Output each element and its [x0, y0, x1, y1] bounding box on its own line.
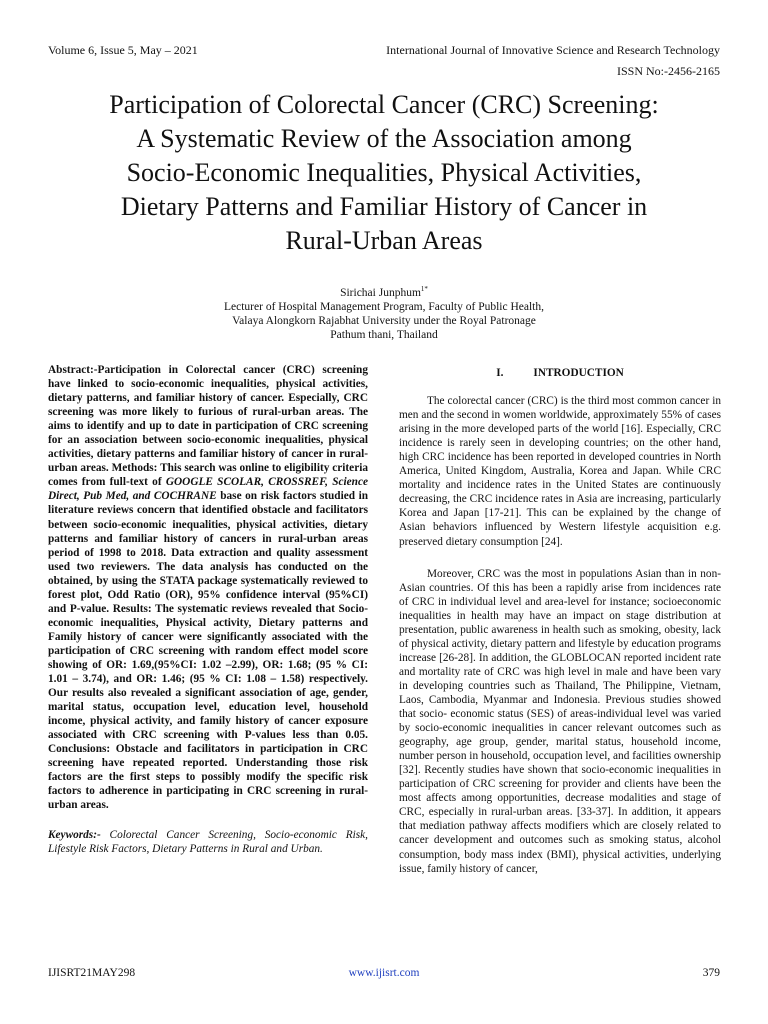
database-list: GOOGLE SCOLAR, CROSSREF, Science Direct, Pub Med, and COCHRANE — [48, 476, 368, 503]
section-title: INTRODUCTION — [533, 367, 624, 379]
affiliation-line: Lecturer of Hospital Management Program, Faculty of Public Health, — [224, 300, 544, 313]
title-line: A Systematic Review of the Association among — [136, 124, 632, 153]
affiliation-line: Valaya Alongkorn Rajabhat University under the Royal Patronage — [232, 314, 536, 327]
intro-paragraph: The colorectal cancer (CRC) is the third most common cancer in men and the second in women worldwide, approximately 55% of cases arising in the more developed parts of the world [16]. Especially, CRC incidence is rarely seen in developing countries; on the other hand, high CRC incidence has been reported in developed countries in North America, United Kingdom, Australia, Korea and Japan. While CRC mortality and incidence rates in the United States are continuously decreasing, the CRC incidence rates in Asia are increasing, particularly Korea and Japan [17-21]. This can be explained by the change of Asian behaviors influenced by Western lifestyle acquisition e.g. preserved dietary consumption [24]. — [399, 395, 721, 548]
title-line: Participation of Colorectal Cancer (CRC) Screening: — [109, 90, 659, 119]
intro-paragraph: Moreover, CRC was the most in populations Asian than in non-Asian countries. Of this has been a rapidly arise from incidences rate of CRC in individual level and area-level for instance; socioeconomic inequalities in health may have an impact on stage distribution at presentation, public awareness in health such as smoking, obesity, lack of physical activity, dietary pattern and lifestyle by education programs increase [26-28]. In addition, the GLOBLOCAN reported incident rate and mortality rate of CRC was high level in male and have been vary in developing countries such as Thailand, The Philippine, Vietnam, Laos, Cambodia, Myanmar and Indonesia. Previous studies showed that socio- economic status (SES) of areas-individual level was varied by socio-economic inequalities in cancer relevant outcomes such as geography, age group, gender, marital status, household income, number person in household, occupation level, and facilities ownership [32]. Recently studies have shown that socio-economic inequalities in participation of CRC screening for provider and clients have been the most affects among opportunities, decrease modalities and stage of CRC, especially in rural-urban areas. [33-37]. In addition, it appears that mediation pathway affects modifiers which are closely related to cancer development and outcomes such as smoking status, alcohol consumption, body mass index (BMI), physical activities, underlying issue, family history of cancer, — [399, 567, 721, 875]
author-name: Sirichai Junphum$^{1*}$ — [340, 285, 428, 299]
keywords-label: Keywords:- — [48, 828, 101, 841]
section-heading — [399, 366, 721, 380]
author-superscript: 1* — [420, 285, 428, 293]
website-link[interactable]: www.ijisrt.com — [348, 967, 420, 979]
affiliation-line: Pathum thani, Thailand — [330, 328, 438, 341]
article-code: IJISRT21MAY298 — [48, 967, 136, 979]
title-line: Socio-Economic Inequalities, Physical Activities, — [126, 158, 642, 187]
page-number: 379 — [702, 967, 720, 979]
section-number: I. — [496, 367, 504, 379]
right-column — [399, 366, 721, 876]
issn: ISSN No:-2456-2165 — [616, 64, 720, 78]
keywords: Keywords:- Colorectal Cancer Screening, Socio-economic Risk, Lifestyle Risk Factors, Dietary Patterns in Rural and Urban. — [48, 828, 368, 855]
abstract: Abstract:-Participation in Colorectal cancer (CRC) screening have linked to socio-economic inequalities, physical activities, dietary patterns, and familiar history of cancer. Especially, CRC screening was more likely to furious of rural-urban areas. The aims to identify and up to date in participation of CRC screening for an association between socio-economic inequalities, physical activities, dietary patterns and familiar history of cancer in rural-urban areas. Methods: This search was online to eligibility criteria comes from full-text of GOOGLE SCOLAR, CROSSREF, Science Direct, Pub Med, and COCHRANE base on risk factors studied in literature reviews concern that identified obstacle and facilitators between socio-economic inequalities, physical activities, dietary patterns and familiar history of cancers in rural-urban areas period of 1998 to 2018. Data extraction and quality assessment used two reviewers. The data analysis has conducted on the obtained, by using the STATA package systematically reviewed to forest plot, Odd Ratio (OR), 95% confidence interval (95%CI) and P-value. Results: The systematic reviews revealed that Socio-economic inequalities, Physical activity, Dietary patterns and Family history of cancer were significantly associated with the participation of CRC screening with random effect model score showing of OR: 1.69,(95%CI: 1.02 –2.99), OR: 1.68; (95 % CI: 1.01 – 3.74), and OR: 1.46; (95 % CI: 1.08 – 1.58) respectively. Our results also revealed a significant association of age, gender, marital status, occupation level, education level, household income, physical activity, and family history of cancer exposure associated with CRC screening with P-values less than 0.05. Conclusions: Obstacle and facilitators in participation in CRC screening have repeated reported. Understanding those risk factors are the first steps to possibly modify the specific risk factors to adherence in participating in CRC screening in rural-urban areas. — [48, 364, 368, 812]
volume-info: Volume 6, Issue 5, May – 2021 — [48, 43, 198, 57]
title-line: Rural-Urban Areas — [285, 226, 483, 255]
title-line: Dietary Patterns and Familiar History of Cancer in — [120, 192, 648, 221]
author-block — [0, 282, 768, 342]
journal-name: International Journal of Innovative Science and Research Technology — [386, 43, 720, 57]
paper-title — [40, 88, 728, 258]
left-column — [48, 363, 368, 856]
